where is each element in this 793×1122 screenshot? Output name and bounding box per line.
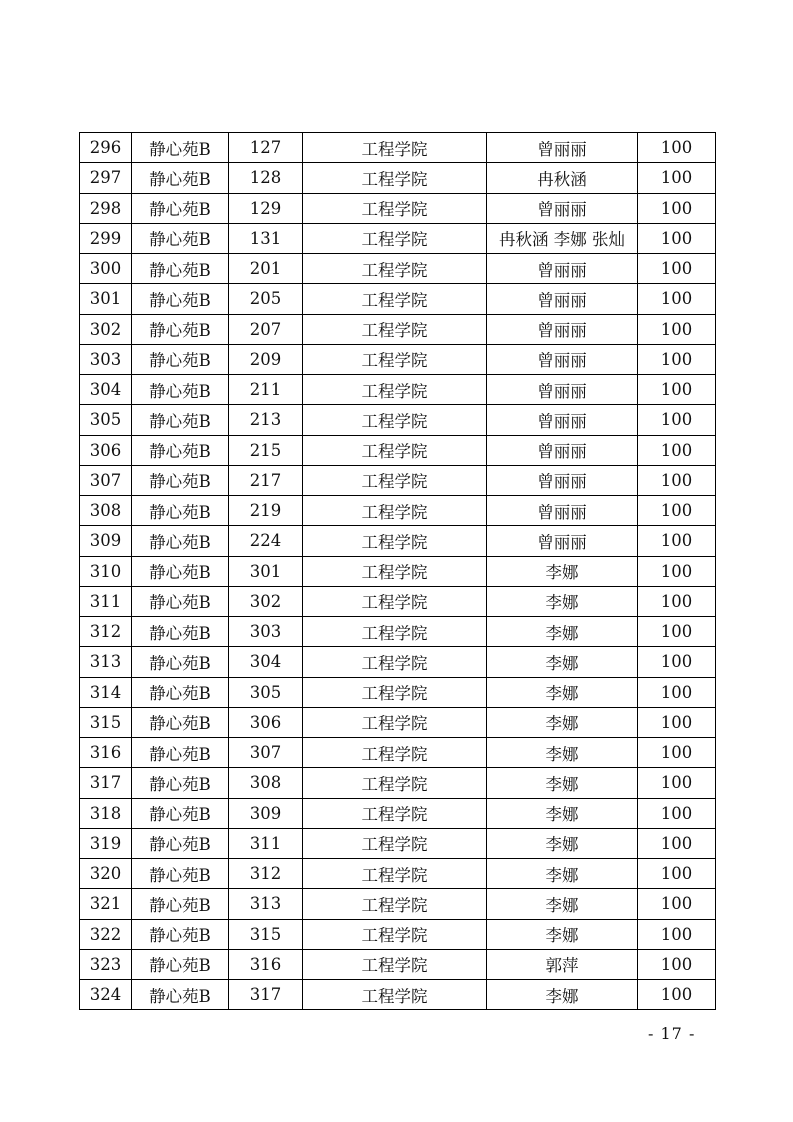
building-cell: 静心苑B [132,768,229,798]
building-cell: 静心苑B [132,859,229,889]
score-cell: 100 [638,647,716,677]
building-cell: 静心苑B [132,738,229,768]
table-row [80,405,716,435]
row-number-cell: 309 [80,526,132,556]
counselor-cell: 李娜 [487,738,638,768]
room-number-cell: 201 [229,254,303,284]
row-number-cell: 304 [80,375,132,405]
row-number-cell: 320 [80,859,132,889]
room-number-cell: 317 [229,980,303,1010]
score-cell: 100 [638,314,716,344]
row-number-cell: 305 [80,405,132,435]
college-cell: 工程学院 [303,163,487,193]
score-cell: 100 [638,344,716,374]
counselor-cell: 李娜 [487,889,638,919]
score-cell: 100 [638,163,716,193]
building-cell: 静心苑B [132,193,229,223]
building-cell: 静心苑B [132,556,229,586]
college-cell: 工程学院 [303,859,487,889]
row-number-cell: 316 [80,738,132,768]
room-number-cell: 131 [229,223,303,253]
room-number-cell: 224 [229,526,303,556]
score-cell: 100 [638,254,716,284]
room-number-cell: 209 [229,344,303,374]
counselor-cell: 郭萍 [487,949,638,979]
score-cell: 100 [638,707,716,737]
college-cell: 工程学院 [303,707,487,737]
room-number-cell: 129 [229,193,303,223]
college-cell: 工程学院 [303,435,487,465]
college-cell: 工程学院 [303,254,487,284]
building-cell: 静心苑B [132,405,229,435]
table-row [80,465,716,495]
room-number-cell: 217 [229,465,303,495]
building-cell: 静心苑B [132,707,229,737]
counselor-cell: 李娜 [487,980,638,1010]
building-cell: 静心苑B [132,586,229,616]
row-number-cell: 306 [80,435,132,465]
table-row [80,919,716,949]
college-cell: 工程学院 [303,405,487,435]
row-number-cell: 322 [80,919,132,949]
row-number-cell: 324 [80,980,132,1010]
college-cell: 工程学院 [303,284,487,314]
score-cell: 100 [638,768,716,798]
table-row [80,949,716,979]
score-cell: 100 [638,133,716,163]
table-row [80,163,716,193]
room-number-cell: 128 [229,163,303,193]
row-number-cell: 296 [80,133,132,163]
building-cell: 静心苑B [132,798,229,828]
table-row [80,980,716,1010]
row-number-cell: 321 [80,889,132,919]
score-cell: 100 [638,859,716,889]
row-number-cell: 323 [80,949,132,979]
counselor-cell: 李娜 [487,586,638,616]
building-cell: 静心苑B [132,828,229,858]
score-cell: 100 [638,798,716,828]
row-number-cell: 318 [80,798,132,828]
row-number-cell: 312 [80,617,132,647]
table-row [80,768,716,798]
college-cell: 工程学院 [303,889,487,919]
building-cell: 静心苑B [132,284,229,314]
college-cell: 工程学院 [303,344,487,374]
score-cell: 100 [638,284,716,314]
table-row [80,375,716,405]
room-number-cell: 302 [229,586,303,616]
counselor-cell: 李娜 [487,859,638,889]
table-row [80,556,716,586]
table-row [80,133,716,163]
row-number-cell: 317 [80,768,132,798]
college-cell: 工程学院 [303,496,487,526]
counselor-cell: 曾丽丽 [487,375,638,405]
building-cell: 静心苑B [132,496,229,526]
row-number-cell: 310 [80,556,132,586]
counselor-cell: 李娜 [487,707,638,737]
counselor-cell: 李娜 [487,798,638,828]
building-cell: 静心苑B [132,980,229,1010]
counselor-cell: 曾丽丽 [487,284,638,314]
college-cell: 工程学院 [303,465,487,495]
room-number-cell: 211 [229,375,303,405]
table-row [80,828,716,858]
counselor-cell: 曾丽丽 [487,465,638,495]
score-cell: 100 [638,223,716,253]
row-number-cell: 298 [80,193,132,223]
room-number-cell: 311 [229,828,303,858]
room-number-cell: 316 [229,949,303,979]
score-cell: 100 [638,375,716,405]
score-cell: 100 [638,586,716,616]
building-cell: 静心苑B [132,254,229,284]
college-cell: 工程学院 [303,980,487,1010]
room-number-cell: 307 [229,738,303,768]
room-number-cell: 215 [229,435,303,465]
row-number-cell: 297 [80,163,132,193]
room-number-cell: 309 [229,798,303,828]
room-number-cell: 308 [229,768,303,798]
score-cell: 100 [638,738,716,768]
row-number-cell: 313 [80,647,132,677]
college-cell: 工程学院 [303,223,487,253]
score-cell: 100 [638,677,716,707]
score-cell: 100 [638,919,716,949]
room-number-cell: 315 [229,919,303,949]
score-cell: 100 [638,949,716,979]
room-number-cell: 303 [229,617,303,647]
row-number-cell: 299 [80,223,132,253]
building-cell: 静心苑B [132,435,229,465]
table-row [80,496,716,526]
score-cell: 100 [638,496,716,526]
college-cell: 工程学院 [303,193,487,223]
row-number-cell: 301 [80,284,132,314]
building-cell: 静心苑B [132,919,229,949]
score-cell: 100 [638,617,716,647]
score-cell: 100 [638,465,716,495]
college-cell: 工程学院 [303,617,487,647]
score-cell: 100 [638,980,716,1010]
row-number-cell: 308 [80,496,132,526]
table-row [80,738,716,768]
counselor-cell: 李娜 [487,919,638,949]
counselor-cell: 李娜 [487,617,638,647]
building-cell: 静心苑B [132,465,229,495]
college-cell: 工程学院 [303,949,487,979]
row-number-cell: 315 [80,707,132,737]
building-cell: 静心苑B [132,647,229,677]
row-number-cell: 302 [80,314,132,344]
room-number-cell: 213 [229,405,303,435]
college-cell: 工程学院 [303,314,487,344]
row-number-cell: 303 [80,344,132,374]
counselor-cell: 冉秋涵 李娜 张灿 [487,223,638,253]
building-cell: 静心苑B [132,949,229,979]
room-number-cell: 313 [229,889,303,919]
building-cell: 静心苑B [132,677,229,707]
score-cell: 100 [638,405,716,435]
counselor-cell: 李娜 [487,828,638,858]
building-cell: 静心苑B [132,344,229,374]
college-cell: 工程学院 [303,677,487,707]
counselor-cell: 冉秋涵 [487,163,638,193]
building-cell: 静心苑B [132,314,229,344]
college-cell: 工程学院 [303,556,487,586]
table-row [80,707,716,737]
table-body [80,133,716,1010]
building-cell: 静心苑B [132,163,229,193]
counselor-cell: 曾丽丽 [487,254,638,284]
college-cell: 工程学院 [303,526,487,556]
college-cell: 工程学院 [303,798,487,828]
college-cell: 工程学院 [303,738,487,768]
counselor-cell: 李娜 [487,556,638,586]
score-cell: 100 [638,889,716,919]
counselor-cell: 曾丽丽 [487,193,638,223]
college-cell: 工程学院 [303,919,487,949]
college-cell: 工程学院 [303,375,487,405]
table-row [80,344,716,374]
counselor-cell: 曾丽丽 [487,526,638,556]
room-number-cell: 301 [229,556,303,586]
counselor-cell: 李娜 [487,768,638,798]
score-cell: 100 [638,435,716,465]
counselor-cell: 李娜 [487,647,638,677]
college-cell: 工程学院 [303,768,487,798]
college-cell: 工程学院 [303,647,487,677]
table-row [80,193,716,223]
counselor-cell: 李娜 [487,677,638,707]
row-number-cell: 314 [80,677,132,707]
dormitory-score-table [79,132,716,1010]
room-number-cell: 205 [229,284,303,314]
table-row [80,284,716,314]
table-row [80,526,716,556]
table-row [80,586,716,616]
score-cell: 100 [638,556,716,586]
counselor-cell: 曾丽丽 [487,344,638,374]
room-number-cell: 127 [229,133,303,163]
room-number-cell: 312 [229,859,303,889]
building-cell: 静心苑B [132,375,229,405]
table-row [80,254,716,284]
counselor-cell: 曾丽丽 [487,405,638,435]
row-number-cell: 311 [80,586,132,616]
room-number-cell: 219 [229,496,303,526]
table-row [80,647,716,677]
counselor-cell: 曾丽丽 [487,314,638,344]
row-number-cell: 300 [80,254,132,284]
counselor-cell: 曾丽丽 [487,435,638,465]
building-cell: 静心苑B [132,617,229,647]
table-row [80,798,716,828]
table-row [80,435,716,465]
score-cell: 100 [638,828,716,858]
building-cell: 静心苑B [132,133,229,163]
table-row [80,314,716,344]
college-cell: 工程学院 [303,586,487,616]
table-row [80,889,716,919]
room-number-cell: 304 [229,647,303,677]
counselor-cell: 曾丽丽 [487,133,638,163]
row-number-cell: 319 [80,828,132,858]
building-cell: 静心苑B [132,889,229,919]
table-row [80,677,716,707]
room-number-cell: 207 [229,314,303,344]
college-cell: 工程学院 [303,133,487,163]
score-cell: 100 [638,526,716,556]
score-cell: 100 [638,193,716,223]
row-number-cell: 307 [80,465,132,495]
college-cell: 工程学院 [303,828,487,858]
counselor-cell: 曾丽丽 [487,496,638,526]
room-number-cell: 305 [229,677,303,707]
table-row [80,223,716,253]
building-cell: 静心苑B [132,526,229,556]
building-cell: 静心苑B [132,223,229,253]
table-row [80,617,716,647]
table-row [80,859,716,889]
page-number: - 17 - [648,1024,696,1043]
room-number-cell: 306 [229,707,303,737]
